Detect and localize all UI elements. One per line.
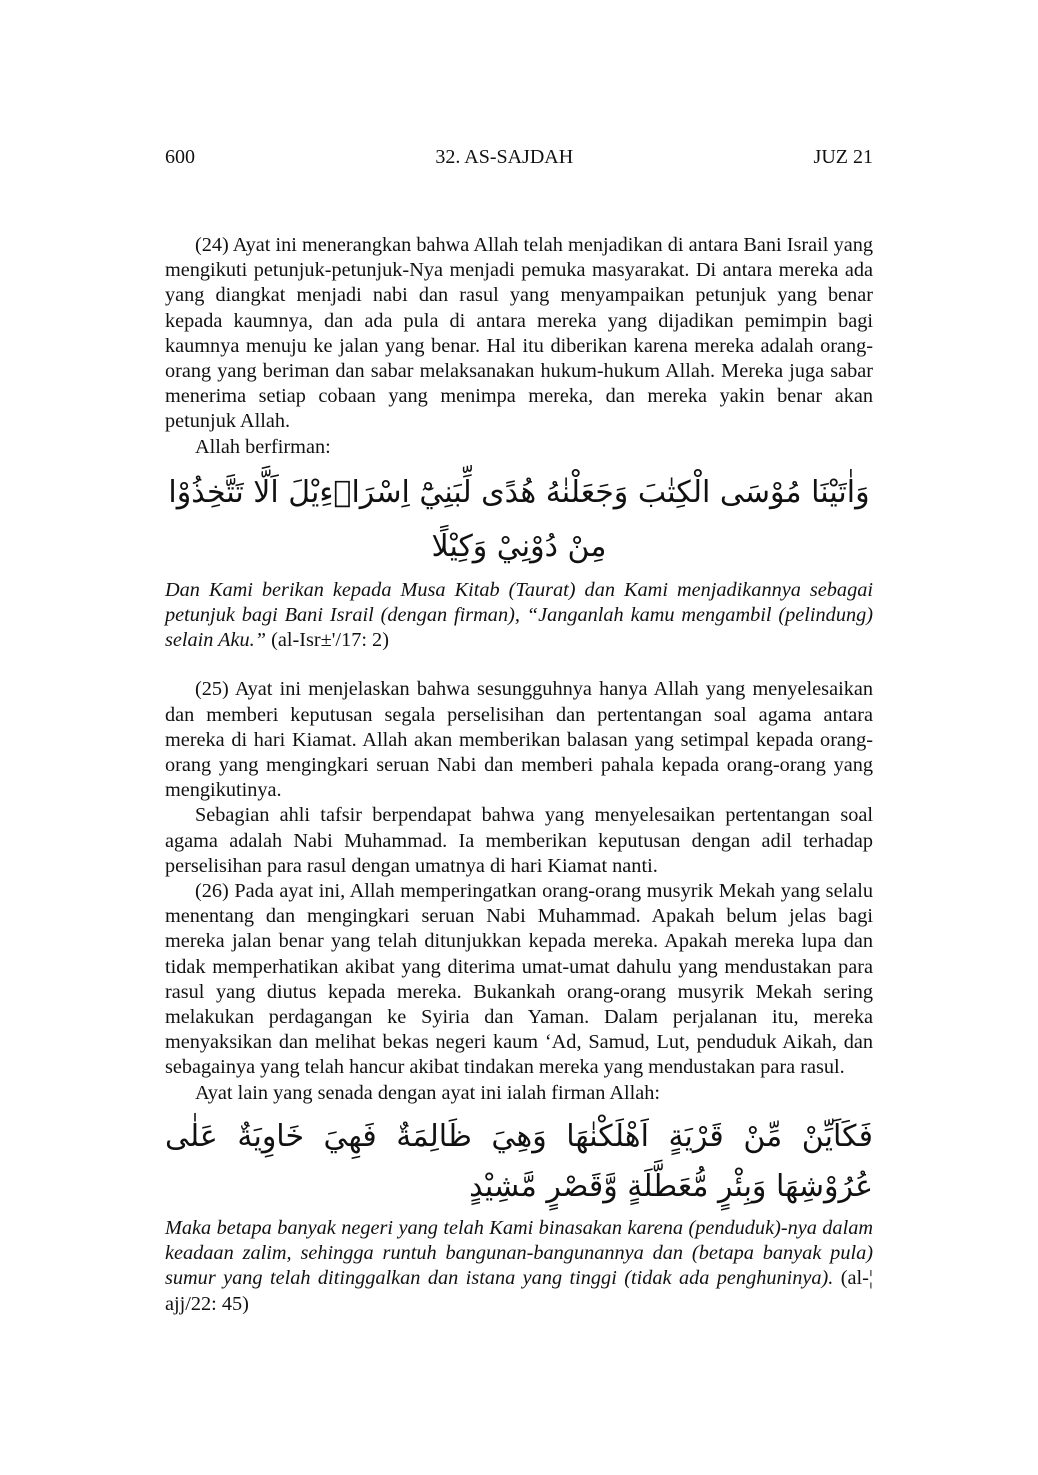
paragraph-25b: Sebagian ahli tafsir berpendapat bahwa yang menyelesaikan pertentangan soal agama adalah Nabi Muhammad. Ia memberikan keputusan dengan adil terhadap perselisihan para rasul dengan umatnya di hari Kiamat nanti. — [165, 804, 873, 877]
arabic-verse-2: فَكَاَيِّنْ مِّنْ قَرْيَةٍ اَهْلَكْنٰهَا وَهِيَ ظَالِمَةٌ فَهِيَ خَاوِيَةٌ عَلٰى عُرُوْشِهَا وَبِئْرٍ مُّعَطَّلَةٍ وَّقَصْرٍ مَّشِيْدٍ — [165, 1118, 873, 1204]
page-body — [165, 233, 873, 1317]
verse-reference-2: (al-¦ ajj/22: 45) — [165, 1267, 873, 1315]
translation-2-text: Maka betapa banyak negeri yang telah Kami binasakan karena (penduduk)-nya dalam keadaan zalim, sehingga runtuh bangunan-bangunannya dan (betapa banyak pula) sumur yang telah ditinggalkan dan istana yang tinggi (tidak ada penghuninya). — [165, 1216, 873, 1290]
translation-1 — [165, 578, 873, 654]
page-number: 600 — [165, 146, 195, 168]
intro-verse-2: Ayat lain yang senada dengan ayat ini ialah firman Allah: — [195, 1081, 661, 1104]
arabic-verse-1: وَاٰتَيْنَا مُوْسَى الْكِتٰبَ وَجَعَلْنٰهُ هُدًى لِّبَنِيْٓ اِسْرَاۤءِيْلَ اَلَّا تَتَّخِذُوْا مِنْ دُوْنِيْ وَكِيْلًا — [168, 474, 870, 564]
intro-verse-1: Allah berfirman: — [195, 435, 331, 458]
juz-label: JUZ 21 — [813, 146, 873, 168]
paragraph-26: (26) Pada ayat ini, Allah memperingatkan orang-orang musyrik Mekah yang selalu menentang dan mengingkari seruan Nabi Muhammad. Apakah belum jelas bagi mereka jalan benar yang telah ditunjukkan kepada mereka. Apakah mereka lupa dan tidak memperhatikan akibat yang diterima umat-umat dahulu yang mendustakan para rasul yang diutus kepada mereka. Bukankah orang-orang musyrik Mekah sering melakukan perdagangan ke Syiria dan Yaman. Dalam perjalanan itu, mereka menyaksikan dan melihat bekas negeri kaum ‘Ad, Samud, Lut, penduduk Aikah, dan sebagainya yang telah hancur akibat tindakan mereka yang mendustakan para rasul. — [165, 880, 873, 1079]
page-header — [165, 146, 873, 169]
verse-reference-1: (al-Isr±'/17: 2) — [266, 629, 389, 652]
surah-title: 32. AS-SAJDAH — [435, 146, 574, 168]
paragraph-25: (25) Ayat ini menjelaskan bahwa sesungguhnya hanya Allah yang menyelesaikan dan memberi keputusan segala perselisihan dan pertentangan soal agama antara mereka di hari Kiamat. Allah akan memberikan balasan yang setimpal kepada orang-orang yang mengingkari seruan Nabi dan memberi pahala kepada orang-orang yang mengikutinya. — [165, 678, 873, 802]
translation-2 — [165, 1216, 873, 1317]
translation-1-text: Dan Kami berikan kepada Musa Kitab (Taurat) dan Kami menjadikannya sebagai petunjuk bagi Bani Israil (dengan firman), “Janganlah kamu mengambil (pelindung) selain Aku.” — [165, 578, 873, 652]
paragraph-24: (24) Ayat ini menerangkan bahwa Allah telah menjadikan di antara Bani Israil yang mengikuti petunjuk-petunjuk-Nya menjadi pemuka masyarakat. Di antara mereka ada yang diangkat menjadi nabi dan rasul yang menyampaikan petunjuk yang benar kepada kaumnya, dan ada pula di antara mereka yang dijadikan pemimpin bagi kaumnya menuju ke jalan yang benar. Hal itu diberikan karena mereka adalah orang-orang yang beriman dan sabar melaksanakan hukum-hukum Allah. Mereka juga sabar menerima setiap cobaan yang menimpa mereka, dan mereka yakin benar akan petunjuk Allah. — [165, 234, 873, 433]
